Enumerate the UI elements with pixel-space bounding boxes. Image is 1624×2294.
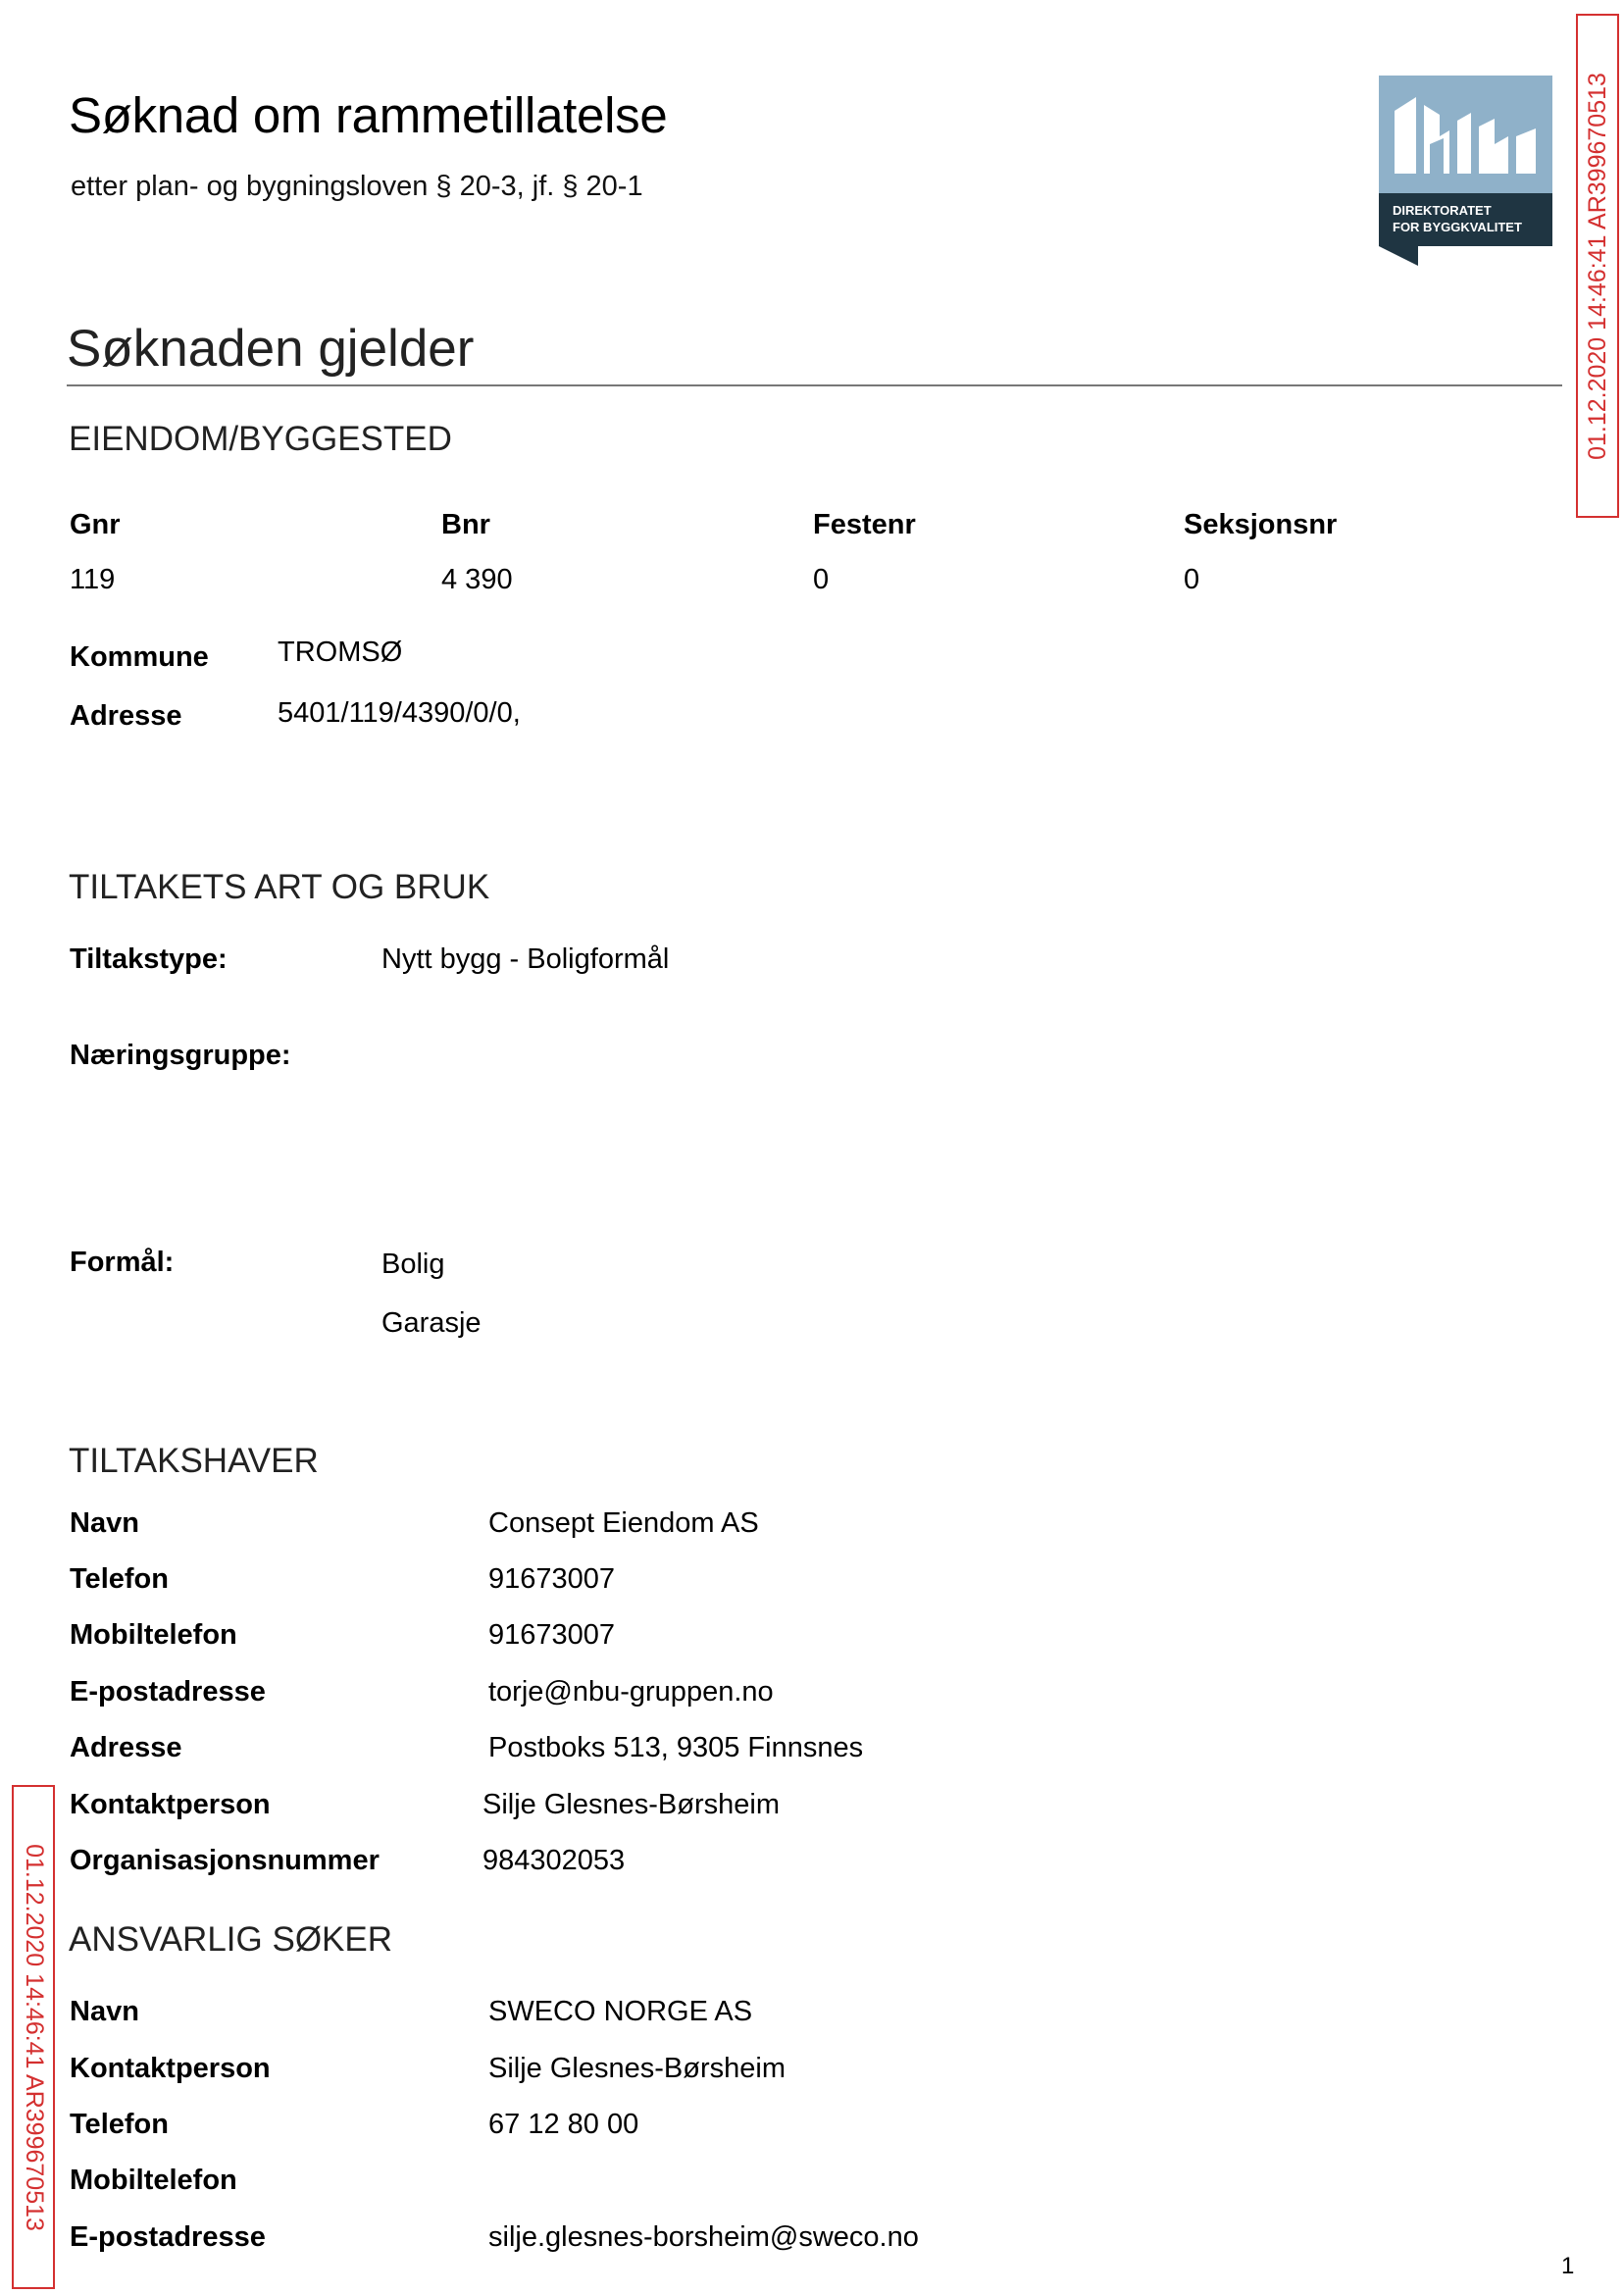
value-formal-2: Garasje bbox=[381, 1307, 482, 1339]
stamp-text: 01.12.2020 14:46:41 AR399670513 bbox=[1583, 72, 1611, 460]
value-th-kontaktperson: Silje Glesnes-Børsheim bbox=[482, 1789, 780, 1820]
document-title: Søknad om rammetillatelse bbox=[69, 87, 668, 143]
value-festenr: 0 bbox=[813, 564, 830, 595]
value-th-mobiltelefon: 91673007 bbox=[488, 1619, 616, 1651]
value-th-epost: torje@nbu-gruppen.no bbox=[488, 1676, 774, 1708]
section-heading-ansvarlig: ANSVARLIG SØKER bbox=[69, 1920, 393, 1959]
received-stamp-left bbox=[12, 1785, 55, 2289]
value-th-navn: Consept Eiendom AS bbox=[488, 1507, 759, 1539]
value-gnr: 119 bbox=[70, 564, 116, 595]
value-th-adresse: Postboks 513, 9305 Finnsnes bbox=[488, 1732, 864, 1763]
label-th-navn: Navn bbox=[70, 1507, 139, 1539]
dibk-logo-icon bbox=[1379, 76, 1552, 266]
section-heading-tiltak: TILTAKETS ART OG BRUK bbox=[69, 868, 490, 906]
label-tiltakstype: Tiltakstype: bbox=[70, 943, 228, 975]
value-th-orgnr: 984302053 bbox=[482, 1845, 626, 1876]
value-as-epost: silje.glesnes-borsheim@sweco.no bbox=[488, 2221, 919, 2253]
value-seksjonsnr: 0 bbox=[1184, 564, 1200, 595]
heading-divider bbox=[67, 384, 1562, 386]
label-th-epost: E-postadresse bbox=[70, 1676, 266, 1708]
value-kommune: TROMSØ bbox=[278, 637, 403, 668]
label-adresse: Adresse bbox=[70, 700, 182, 732]
value-bnr: 4 390 bbox=[441, 564, 513, 595]
logo-flag-tail bbox=[1379, 246, 1418, 266]
received-stamp-top bbox=[1576, 14, 1619, 518]
value-th-telefon: 91673007 bbox=[488, 1563, 616, 1595]
dibk-logo bbox=[1379, 76, 1552, 266]
value-as-telefon: 67 12 80 00 bbox=[488, 2109, 639, 2140]
stamp-text: 01.12.2020 14:46:41 AR399670513 bbox=[20, 1843, 48, 2231]
label-formal: Formål: bbox=[70, 1247, 175, 1278]
label-th-telefon: Telefon bbox=[70, 1563, 169, 1595]
label-as-kontaktperson: Kontaktperson bbox=[70, 2053, 271, 2084]
logo-text-line2: FOR BYGGKVALITET bbox=[1393, 220, 1522, 234]
col-header-bnr: Bnr bbox=[441, 509, 490, 540]
label-th-mobiltelefon: Mobiltelefon bbox=[70, 1619, 237, 1651]
label-th-kontaktperson: Kontaktperson bbox=[70, 1789, 271, 1820]
col-header-festenr: Festenr bbox=[813, 509, 916, 540]
label-as-epost: E-postadresse bbox=[70, 2221, 266, 2253]
label-th-orgnr: Organisasjonsnummer bbox=[70, 1845, 380, 1876]
label-kommune: Kommune bbox=[70, 641, 209, 673]
value-as-kontaktperson: Silje Glesnes-Børsheim bbox=[488, 2053, 786, 2084]
document-subtitle: etter plan- og bygningsloven § 20-3, jf. § 20-1 bbox=[71, 171, 643, 202]
value-adresse: 5401/119/4390/0/0, bbox=[278, 697, 521, 729]
label-th-adresse: Adresse bbox=[70, 1732, 182, 1763]
section-heading-eiendom: EIENDOM/BYGGESTED bbox=[69, 420, 452, 458]
value-formal-1: Bolig bbox=[381, 1249, 445, 1280]
value-as-navn: SWECO NORGE AS bbox=[488, 1996, 753, 2027]
label-naeringsgruppe: Næringsgruppe: bbox=[70, 1040, 291, 1071]
label-as-mobiltelefon: Mobiltelefon bbox=[70, 2165, 237, 2196]
section-heading-tiltakshaver: TILTAKSHAVER bbox=[69, 1442, 319, 1480]
logo-text-line1: DIREKTORATET bbox=[1393, 203, 1492, 218]
col-header-gnr: Gnr bbox=[70, 509, 121, 540]
col-header-seksjonsnr: Seksjonsnr bbox=[1184, 509, 1338, 540]
page-number: 1 bbox=[1561, 2253, 1575, 2279]
label-as-navn: Navn bbox=[70, 1996, 139, 2027]
label-as-telefon: Telefon bbox=[70, 2109, 169, 2140]
main-heading: Søknaden gjelder bbox=[67, 320, 475, 378]
value-tiltakstype: Nytt bygg - Boligformål bbox=[381, 943, 670, 975]
